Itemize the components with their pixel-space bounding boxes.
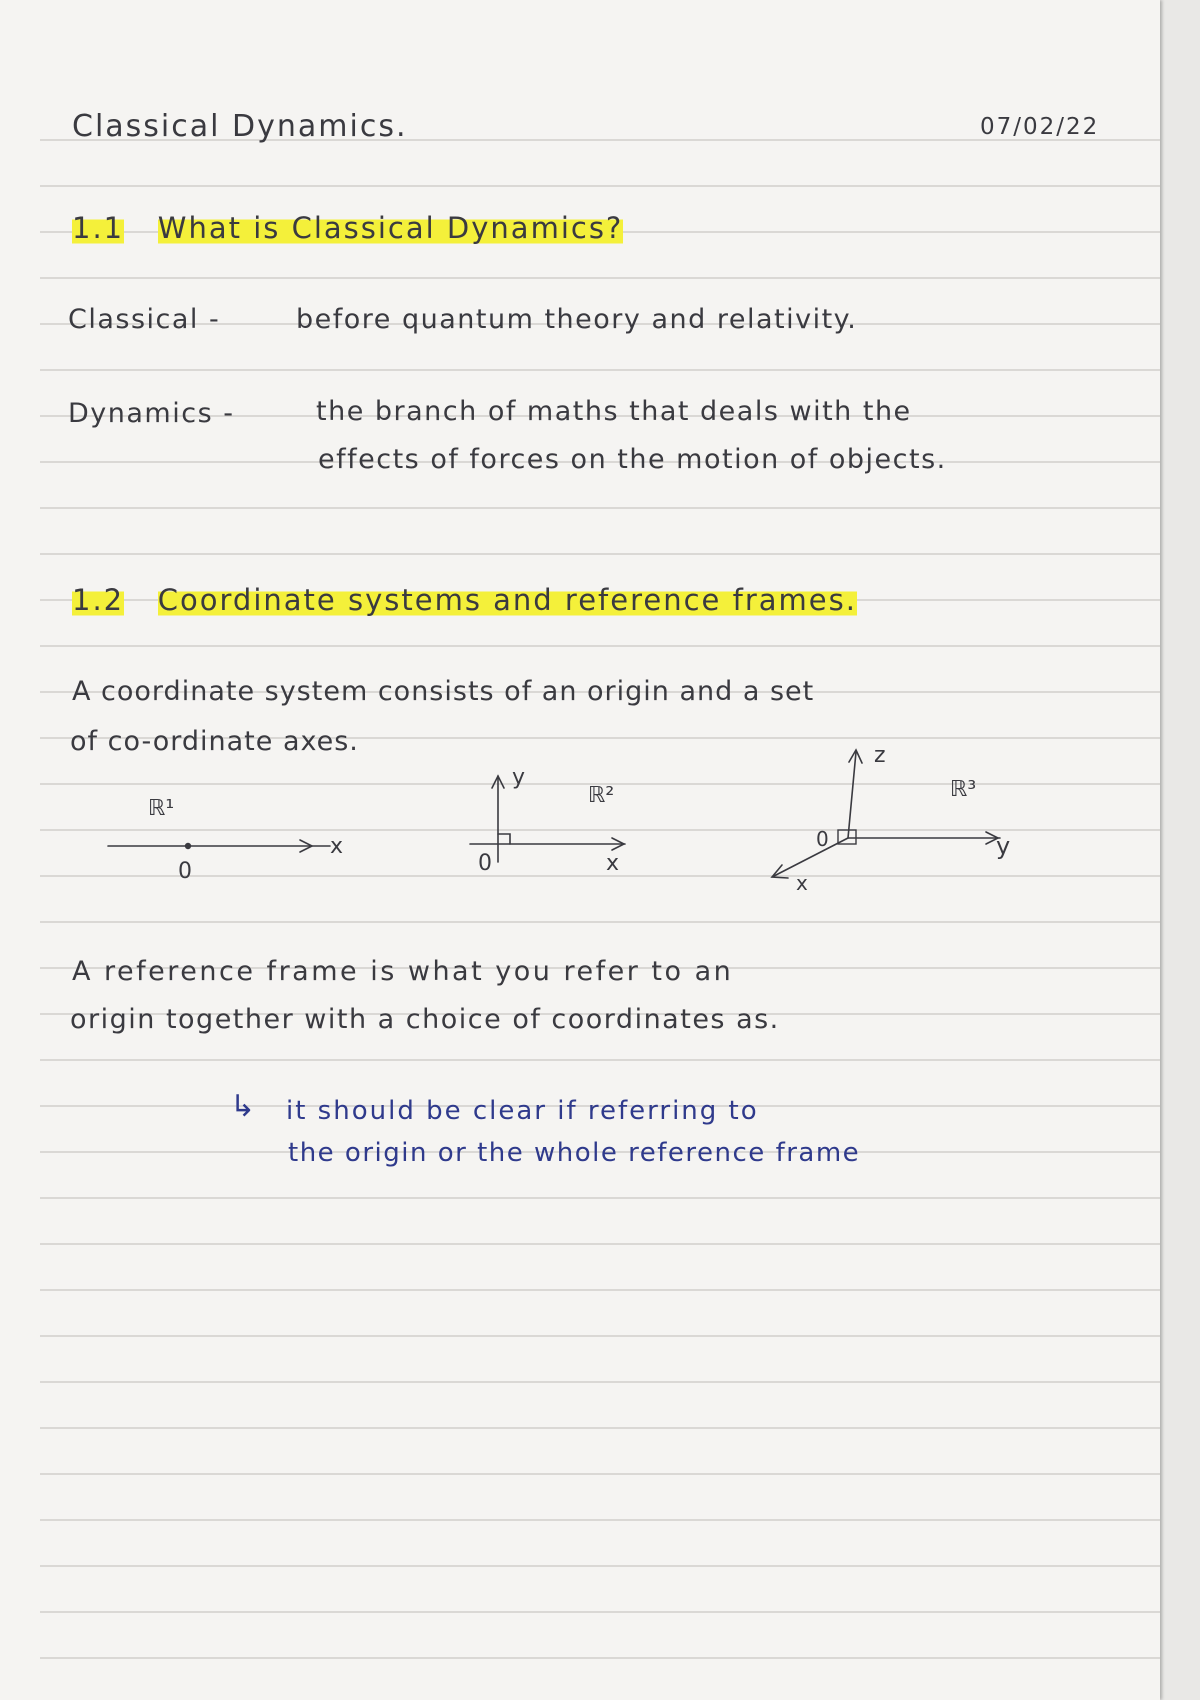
- diagram-r3: [772, 743, 1010, 895]
- section-heading-1-2: [72, 583, 857, 617]
- coordinate-text-line1: A coordinate system consists of an origin and a set: [72, 676, 815, 707]
- r2-space-label: ℝ²: [588, 783, 615, 808]
- definition-term-dynamics: Dynamics -: [68, 398, 235, 429]
- page-title: Classical Dynamics.: [72, 109, 408, 144]
- note-line1: it should be clear if referring to: [286, 1096, 759, 1126]
- section-number: 1.2: [72, 583, 125, 617]
- coordinate-diagrams: [0, 726, 1160, 930]
- section-title: Coordinate systems and reference frames.: [157, 583, 857, 617]
- r1-origin-label: 0: [178, 859, 192, 884]
- r3-z-label: z: [874, 743, 886, 768]
- r1-x-label: x: [330, 834, 344, 859]
- note-line2: the origin or the whole reference frame: [288, 1138, 861, 1168]
- definition-text-classical: before quantum theory and relativity.: [296, 304, 858, 335]
- reference-text-line1: A reference frame is what you refer to an: [72, 956, 734, 987]
- diagram-r2: [470, 765, 625, 876]
- r3-space-label: ℝ³: [950, 777, 977, 802]
- diagram-r1: [108, 796, 343, 884]
- section-number: 1.1: [72, 211, 125, 245]
- definition-text-dynamics-line1: the branch of maths that deals with the: [316, 396, 912, 427]
- r3-x-label: x: [796, 871, 808, 895]
- r3-y-label: y: [996, 832, 1011, 860]
- r1-space-label: ℝ¹: [148, 796, 175, 821]
- r3-origin-label: 0: [816, 827, 829, 851]
- section-title: What is Classical Dynamics?: [157, 211, 624, 245]
- page-date: 07/02/22: [980, 114, 1100, 140]
- r2-y-label: y: [512, 765, 526, 790]
- reference-text-line2: origin together with a choice of coordinates as.: [70, 1004, 780, 1035]
- note-arrow-icon: ↳: [230, 1089, 257, 1124]
- r2-x-label: x: [606, 851, 620, 876]
- coordinate-text-line2: of co-ordinate axes.: [70, 726, 359, 757]
- section-heading-1-1: [72, 211, 624, 245]
- r2-origin-label: 0: [478, 851, 492, 876]
- definition-text-dynamics-line2: effects of forces on the motion of objects.: [318, 444, 947, 475]
- definition-term-classical: Classical -: [68, 304, 221, 335]
